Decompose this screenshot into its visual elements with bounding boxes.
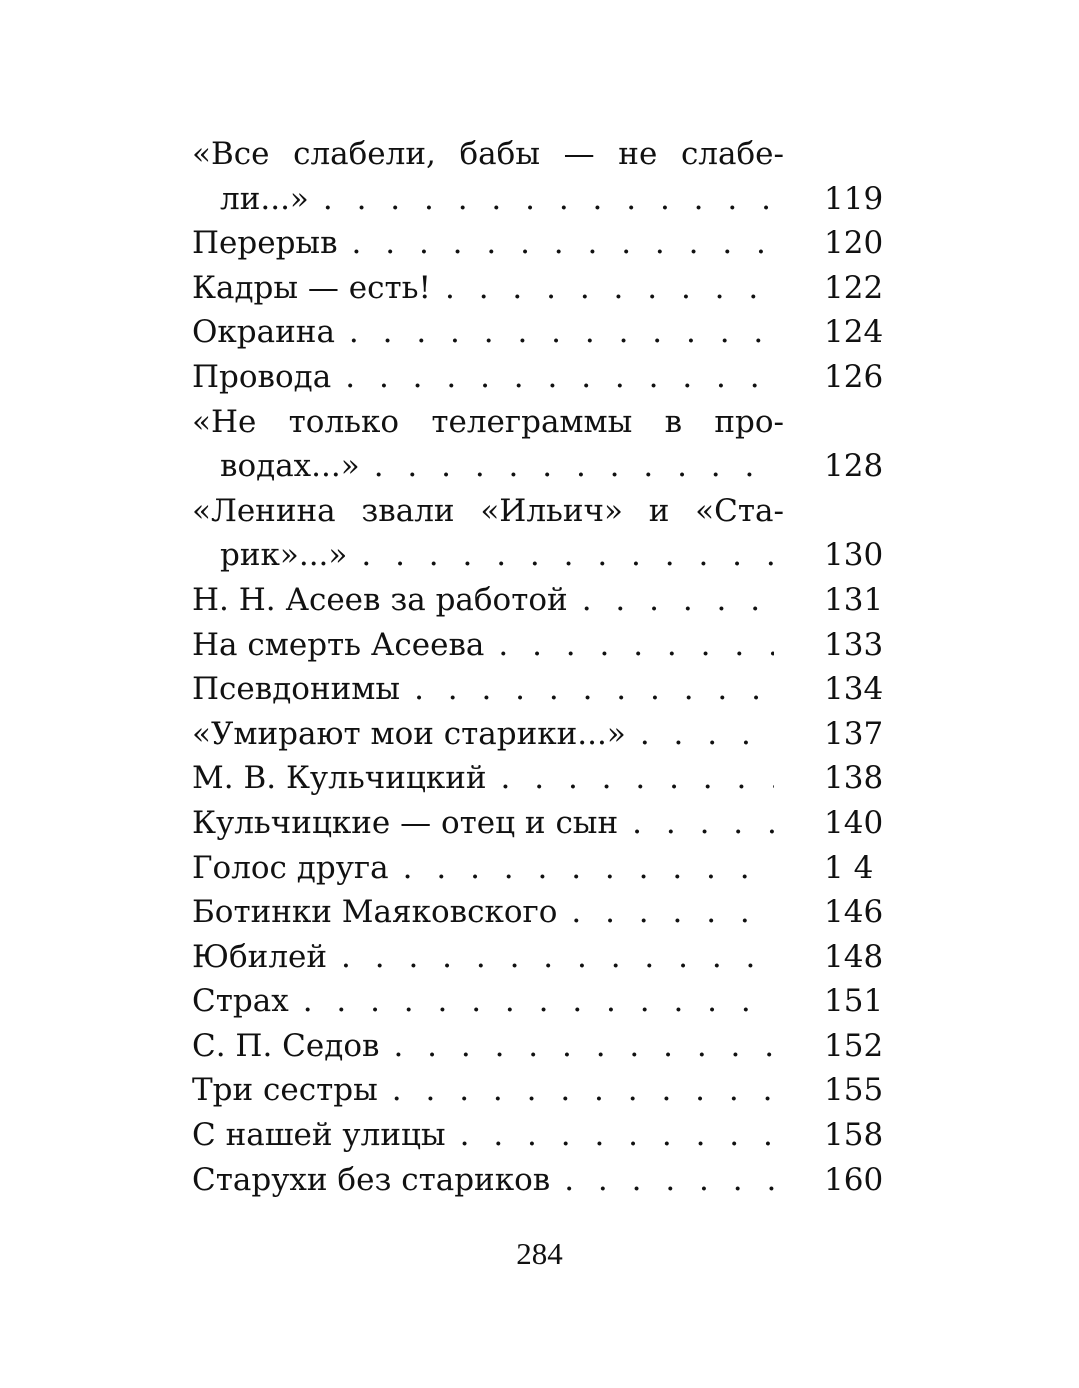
toc-entry-title: С нашей улицы bbox=[192, 1117, 446, 1154]
toc-entry-page: 119 bbox=[824, 180, 884, 217]
toc-entry-title: Старухи без стариков bbox=[192, 1161, 551, 1198]
toc-entry-title bbox=[192, 400, 784, 445]
toc-entry-page: 1 4 bbox=[824, 849, 874, 886]
toc-entry-body bbox=[192, 712, 784, 757]
toc-entry-title: Кадры — есть! bbox=[192, 269, 431, 306]
toc-entry-body bbox=[192, 1113, 784, 1158]
toc-entry-title: Голос друга bbox=[192, 849, 389, 886]
toc-entry-line bbox=[192, 801, 892, 846]
dot-leader bbox=[564, 1158, 774, 1203]
toc-entry-title bbox=[192, 132, 784, 177]
toc-entry-page: 158 bbox=[824, 1117, 884, 1154]
toc-entry-body bbox=[192, 400, 784, 445]
dot-leader bbox=[498, 623, 774, 668]
dot-leader bbox=[374, 444, 774, 489]
toc-entry-body bbox=[192, 132, 784, 177]
toc-entry-line bbox=[192, 578, 892, 623]
dot-leader bbox=[571, 890, 774, 935]
toc-word: и bbox=[648, 492, 670, 529]
toc-entry-page: 155 bbox=[824, 1072, 884, 1109]
toc-entry-body bbox=[192, 489, 784, 534]
toc-entry-body bbox=[192, 890, 784, 935]
toc-entry-body bbox=[192, 801, 784, 846]
toc-entry-line bbox=[192, 1158, 892, 1203]
toc-word: в bbox=[664, 403, 683, 440]
toc-entry-title: Провода bbox=[192, 358, 332, 395]
toc-entry-body bbox=[192, 756, 784, 801]
toc-entry-title: Юбилей bbox=[192, 938, 328, 975]
toc-entry-page: 131 bbox=[824, 581, 884, 618]
dot-leader bbox=[361, 533, 774, 578]
toc-word: «Ленина bbox=[192, 492, 336, 529]
toc-entry-line bbox=[192, 177, 892, 222]
toc-entry-title: Н. Н. Асеев за работой bbox=[192, 581, 568, 618]
toc-entry-page: 133 bbox=[824, 626, 884, 663]
toc-entry-body bbox=[192, 846, 784, 891]
dot-leader bbox=[582, 578, 774, 623]
table-of-contents bbox=[192, 132, 892, 1202]
toc-entry-line bbox=[192, 846, 892, 891]
toc-entry-body bbox=[192, 1068, 784, 1113]
toc-entry-body bbox=[192, 1158, 784, 1203]
toc-entry-line bbox=[192, 756, 892, 801]
dot-leader bbox=[392, 1068, 774, 1113]
dot-leader bbox=[349, 310, 774, 355]
dot-leader bbox=[403, 846, 774, 891]
toc-entry-page: 140 bbox=[824, 804, 884, 841]
toc-entry-line bbox=[192, 667, 892, 712]
toc-entry-title: Кульчицкие — отец и сын bbox=[192, 804, 619, 841]
toc-entry-line bbox=[192, 623, 892, 668]
toc-entry-page: 122 bbox=[824, 269, 884, 306]
toc-entry-page: 130 bbox=[824, 537, 884, 574]
toc-entry-line bbox=[192, 712, 892, 757]
toc-entry-title: Страх bbox=[192, 983, 289, 1020]
dot-leader bbox=[460, 1113, 774, 1158]
dot-leader bbox=[501, 756, 774, 801]
dot-leader bbox=[303, 979, 774, 1024]
toc-entry-title: «Умирают мои старики...» bbox=[192, 715, 626, 752]
toc-entry-page: 151 bbox=[824, 983, 884, 1020]
dot-leader bbox=[341, 935, 774, 980]
dot-leader bbox=[632, 801, 774, 846]
toc-word: «Ста- bbox=[695, 492, 784, 529]
toc-word: «Не bbox=[192, 403, 257, 440]
toc-entry-line bbox=[192, 489, 892, 534]
toc-entry-body bbox=[192, 266, 784, 311]
toc-entry-title: ли...» bbox=[220, 180, 309, 217]
toc-entry-body bbox=[192, 623, 784, 668]
toc-entry-line bbox=[192, 310, 892, 355]
toc-entry-title: Окраина bbox=[192, 314, 335, 351]
toc-word: — bbox=[563, 136, 595, 172]
toc-entry-line bbox=[192, 355, 892, 400]
toc-entry-title: Перерыв bbox=[192, 225, 338, 262]
toc-entry-body bbox=[192, 444, 784, 489]
toc-word: телеграммы bbox=[431, 403, 633, 440]
dot-leader bbox=[640, 712, 774, 757]
toc-entry-body bbox=[192, 667, 784, 712]
toc-entry-page: 138 bbox=[824, 760, 884, 797]
toc-entry-body bbox=[192, 578, 784, 623]
toc-word: «Все bbox=[192, 136, 270, 172]
toc-entry-body bbox=[192, 979, 784, 1024]
toc-entry-body bbox=[192, 935, 784, 980]
toc-entry-line bbox=[192, 979, 892, 1024]
toc-entry-page: 120 bbox=[824, 225, 884, 262]
toc-entry-page: 148 bbox=[824, 938, 884, 975]
toc-entry-line bbox=[192, 890, 892, 935]
toc-entry-body bbox=[192, 310, 784, 355]
toc-entry-body bbox=[192, 355, 784, 400]
toc-entry-line bbox=[192, 444, 892, 489]
toc-entry-title: С. П. Седов bbox=[192, 1027, 380, 1064]
toc-word: про- bbox=[714, 403, 784, 440]
toc-entry-body bbox=[192, 1024, 784, 1069]
toc-word: слабели, bbox=[293, 136, 436, 172]
toc-entry-line bbox=[192, 221, 892, 266]
dot-leader bbox=[445, 266, 774, 311]
toc-entry-page: 134 bbox=[824, 671, 884, 708]
toc-entry-page: 126 bbox=[824, 358, 884, 395]
toc-word: звали bbox=[361, 492, 455, 529]
toc-entry-page: 160 bbox=[824, 1161, 884, 1198]
toc-entry-line bbox=[192, 400, 892, 445]
toc-entry-body bbox=[192, 533, 784, 578]
toc-entry-title: М. В. Кульчицкий bbox=[192, 760, 487, 797]
toc-entry-title: водах...» bbox=[220, 448, 360, 485]
toc-entry-title: Псевдонимы bbox=[192, 671, 401, 708]
toc-word: «Ильич» bbox=[480, 492, 624, 529]
toc-entry-line bbox=[192, 132, 892, 177]
dot-leader bbox=[345, 355, 774, 400]
toc-entry-line bbox=[192, 935, 892, 980]
toc-entry-line bbox=[192, 266, 892, 311]
toc-entry-title bbox=[192, 489, 784, 534]
toc-word: только bbox=[288, 403, 400, 440]
toc-entry-body bbox=[192, 221, 784, 266]
toc-entry-page: 146 bbox=[824, 894, 884, 931]
toc-entry-title: На смерть Асеева bbox=[192, 626, 485, 663]
dot-leader bbox=[352, 221, 774, 266]
toc-entry-line bbox=[192, 533, 892, 578]
page-number: 284 bbox=[516, 1236, 563, 1271]
dot-leader bbox=[323, 177, 774, 222]
dot-leader bbox=[393, 1024, 774, 1069]
toc-word: слабе- bbox=[680, 136, 784, 172]
toc-entry-line bbox=[192, 1024, 892, 1069]
toc-entry-page: 124 bbox=[824, 314, 884, 351]
toc-word: не bbox=[618, 136, 658, 172]
toc-entry-line bbox=[192, 1068, 892, 1113]
toc-entry-page: 137 bbox=[824, 715, 884, 752]
toc-word: бабы bbox=[459, 136, 540, 172]
toc-entry-page: 128 bbox=[824, 448, 884, 485]
dot-leader bbox=[414, 667, 774, 712]
toc-entry-body bbox=[192, 177, 784, 222]
toc-entry-title: Три сестры bbox=[192, 1072, 378, 1109]
toc-entry-title: Ботинки Маяковского bbox=[192, 894, 558, 931]
toc-entry-title: рик»...» bbox=[220, 537, 348, 574]
toc-entry-line bbox=[192, 1113, 892, 1158]
toc-entry-page: 152 bbox=[824, 1027, 884, 1064]
